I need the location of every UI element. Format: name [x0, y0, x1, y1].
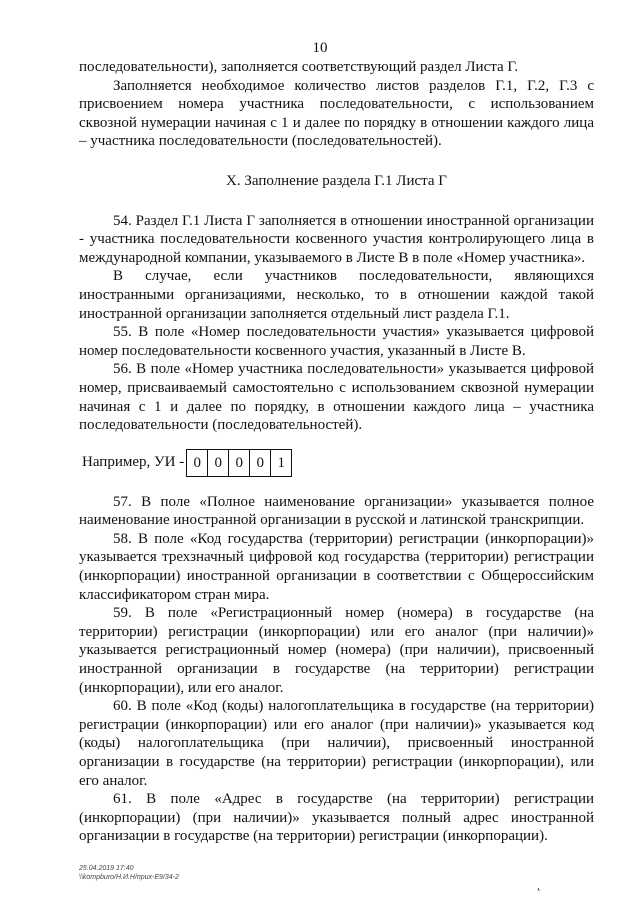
paragraph-54: 54. Раздел Г.1 Листа Г заполняется в отношении иностранной организации - участника последовательности косвенного участия контролирующего лица в международной компании, указываемого в Листе В в поле «Номер участника». — [79, 212, 594, 266]
footer-stamp — [79, 864, 179, 882]
paragraph-61: 61. В поле «Адрес в государстве (на территории) регистрации (инкорпорации) (при наличии)» указывается полный адрес иностранной организации в государстве (на территории) регистрации (инкорпорации). — [79, 791, 594, 845]
paragraph-54-continued: В случае, если участников последовательности, являющихся иностранными организациями, несколько, то в отношении каждой такой иностранной организации заполняется отдельный лист раздела Г.1. — [79, 268, 594, 322]
digit-box: 0 — [193, 454, 201, 471]
example-row — [82, 449, 594, 477]
example-label: Например, УИ - — [82, 454, 185, 471]
paragraph-56: 56. В поле «Номер участника последовательности» указывается цифровой номер, присваиваемый самостоятельно с использованием сквозной нумерации начиная с 1 и далее по порядку, в отношении каждого лица – участника последовательности (последовательностей). — [79, 361, 594, 434]
footer-timestamp: 25.04.2019 17:40 — [79, 865, 134, 872]
footer-path: \\kompburo/Н.И.Н/прих-Е9/34-2 — [79, 874, 179, 881]
digit-box: 0 — [228, 450, 249, 476]
paragraph-57: 57. В поле «Полное наименование организации» указывается полное наименование иностранной организации в русской и латинской транскрипции. — [79, 493, 594, 529]
digit-box: 0 — [249, 450, 270, 476]
paragraph-58: 58. В поле «Код государства (территории) регистрации (инкорпорации)» указывается трехзначный цифровой код государства (территории) регистрации (инкорпорации) иностранной организации в соответствии с Общероссийским классификатором стран мира. — [79, 530, 594, 603]
digit-box: 1 — [270, 450, 291, 476]
digit-box: 0 — [207, 450, 228, 476]
paragraph-60: 60. В поле «Код (коды) налогоплательщика в государстве (на территории) регистрации (инкорпорации) или его аналог (при наличии)» указывается код (коды) налогоплательщика (при наличии), присвоенный иностранной организации в государстве (на территории) регистрации (инкорпорации), или его аналог. — [79, 698, 594, 789]
section-heading: X. Заполнение раздела Г.1 Листа Г — [226, 172, 447, 189]
corner-mark: ˛ — [537, 877, 541, 891]
document-body — [79, 58, 594, 846]
intro-paragraph: Заполняется необходимое количество листов разделов Г.1, Г.2, Г.3 с присвоением номера участника последовательности, с использованием сквозной нумерации начиная с 1 и далее по порядку в отношении каждого лица – участника последовательности (последовательностей). — [79, 77, 594, 150]
top-line: последовательности), заполняется соответствующий раздел Листа Г. — [79, 59, 519, 75]
page-number: 10 — [312, 40, 328, 56]
paragraph-55: 55. В поле «Номер последовательности участия» указывается цифровой номер последовательности косвенного участия, указанный в Листе В. — [79, 324, 594, 359]
example-digit-boxes — [186, 449, 292, 477]
paragraph-59: 59. В поле «Регистрационный номер (номера) в государстве (на территории) регистрации (инкорпорации) или его аналог (при наличии)» указывается регистрационный номер (номера) (при наличии), присвоенный иностранной организации в государстве (на территории) регистрации (инкорпорации), или его аналог. — [79, 605, 594, 696]
